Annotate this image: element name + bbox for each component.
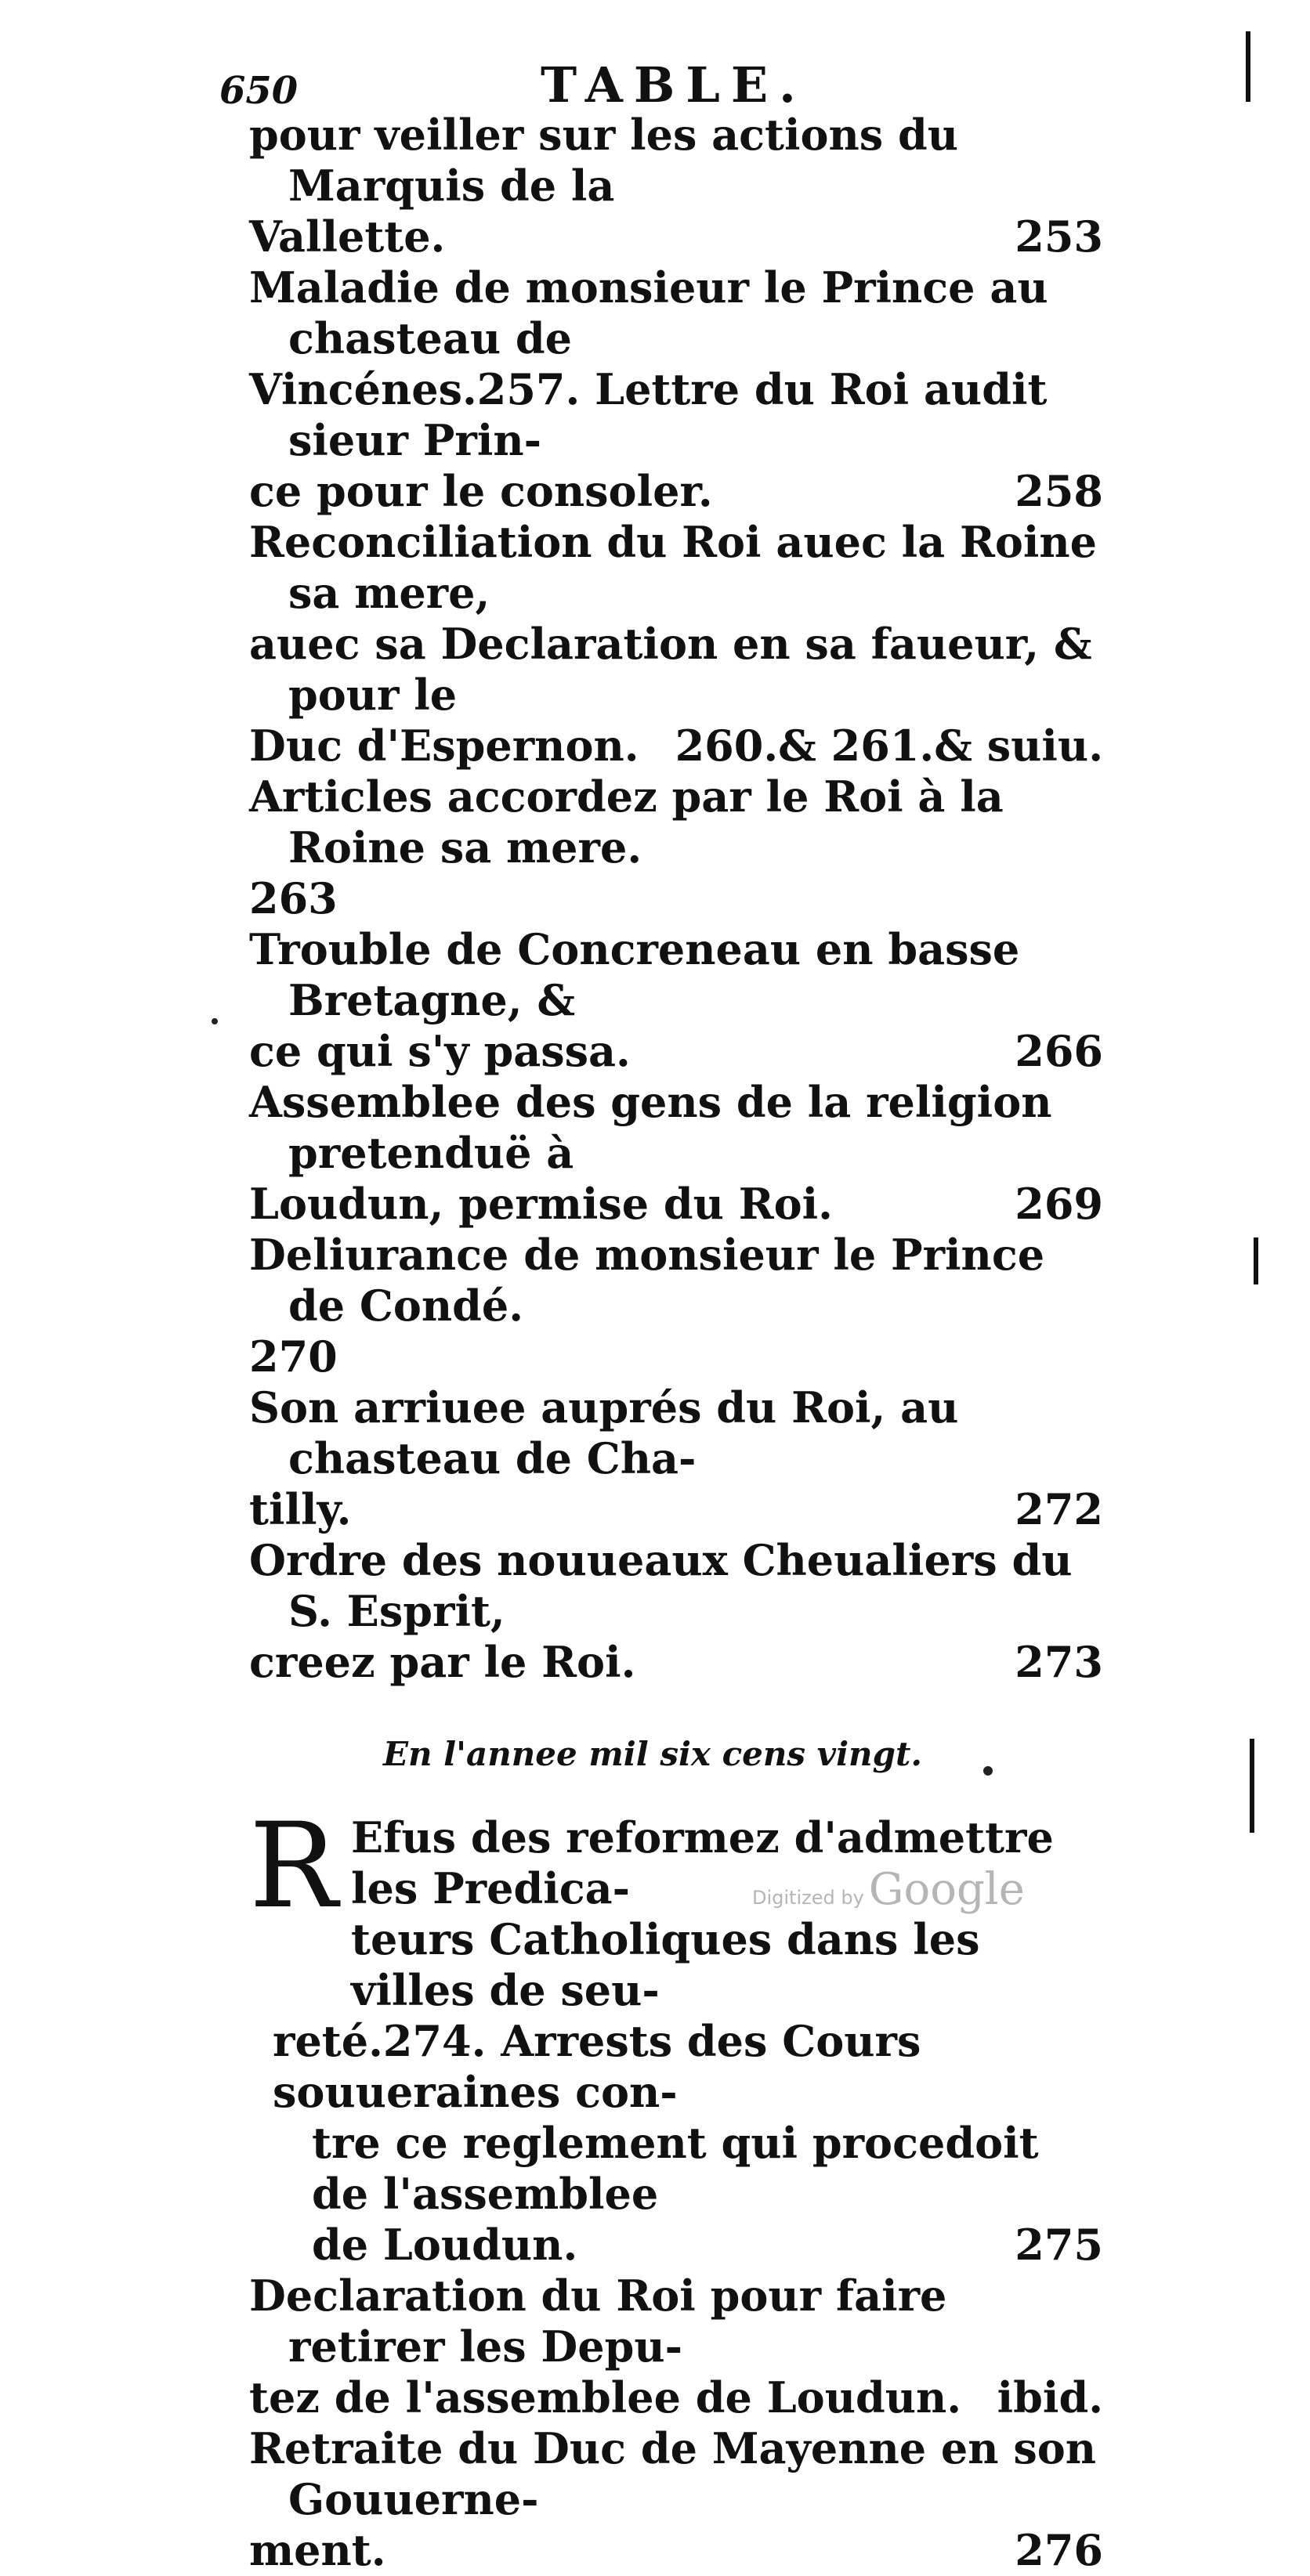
entry-line: pour veiller sur les actions du Marquis de la xyxy=(249,110,958,211)
entry-line: Vincénes.257. Lettre du Roi audit sieur Prin- xyxy=(249,364,1048,465)
entry-line: Assemblee des gens de la religion pretenduë à xyxy=(249,1077,1052,1178)
ink-speck xyxy=(212,1018,218,1024)
page-reference: 272 xyxy=(1015,1484,1103,1534)
entry-text: ment. xyxy=(249,2525,386,2575)
entry-text: creez par le Roi. xyxy=(249,1637,636,1687)
entry-text: 263 xyxy=(249,873,338,923)
page-reference: 258 xyxy=(1015,466,1103,516)
entry-line: Ordre des nouueaux Cheualiers du S. Esprit, xyxy=(249,1535,1073,1636)
entry-last-line xyxy=(249,1331,1103,1382)
index-entry xyxy=(249,771,1103,924)
margin-artifact xyxy=(1254,1237,1258,1284)
entry-line: reté.274. Arrests des Cours souueraines con- xyxy=(273,2016,921,2117)
entry-last-line xyxy=(249,1484,1103,1535)
entry-line: Reconciliation du Roi auec la Roine sa mere, xyxy=(249,517,1097,618)
entry-line: Efus des reformez d'admettre les Predica- xyxy=(351,1812,1054,1913)
section-heading: En l'annee mil six cens vingt. xyxy=(383,1735,922,1773)
index-entry xyxy=(249,924,1103,1077)
page-reference: 275 xyxy=(1015,2220,1103,2270)
page-reference xyxy=(1072,873,1103,924)
page-reference: 276 xyxy=(1015,2525,1103,2575)
entry-text: tilly. xyxy=(249,1484,352,1534)
page-reference: 260.& 261.& suiu. xyxy=(675,721,1103,771)
entry-line: Deliurance de monsieur le Prince de Condé. xyxy=(249,1230,1045,1331)
entry-line: Declaration du Roi pour faire retirer les Depu- xyxy=(249,2271,947,2372)
entry-last-line xyxy=(249,2372,1103,2423)
entry-last-line xyxy=(249,873,1103,924)
index-entry xyxy=(249,1230,1103,1382)
page-reference: 273 xyxy=(1015,1637,1103,1687)
entry-text: Vallette. xyxy=(249,211,446,262)
entry-line: tre ce reglement qui procedoit de l'assemblee xyxy=(312,2118,1039,2219)
entry-last-line xyxy=(249,1179,1103,1230)
entry-text: ce qui s'y passa. xyxy=(249,1026,631,1076)
index-entry xyxy=(249,1535,1103,1688)
entry-last-line xyxy=(249,466,1103,517)
index-entry xyxy=(249,262,1103,517)
entry-last-line xyxy=(249,2220,1103,2271)
index-entry xyxy=(249,2271,1103,2423)
entry-line: Retraite du Duc de Mayenne en son Gouuerne- xyxy=(249,2423,1097,2524)
entry-text: Loudun, permise du Roi. xyxy=(249,1179,833,1229)
entry-text: ce pour le consoler. xyxy=(249,466,713,516)
entry-last-line xyxy=(249,2525,1103,2576)
entry-last-line xyxy=(249,721,1103,771)
google-logo: Google xyxy=(868,1864,1025,1915)
ink-speck xyxy=(983,1766,993,1776)
page-number: 650 xyxy=(219,69,299,113)
index-entry xyxy=(249,1382,1103,1535)
margin-artifact xyxy=(1246,31,1250,102)
entry-text: 270 xyxy=(249,1331,338,1382)
page-reference: 253 xyxy=(1015,211,1103,262)
running-head: TABLE. xyxy=(541,56,807,114)
entry-last-line xyxy=(249,1637,1103,1688)
drop-cap: R xyxy=(249,1798,338,1935)
margin-artifact xyxy=(1250,1739,1254,1833)
entry-text: Duc d'Espernon. xyxy=(249,721,639,771)
entry-text: tez de l'assemblee de Loudun. xyxy=(249,2372,962,2422)
entries-before xyxy=(249,110,1103,1688)
digitized-watermark xyxy=(752,1864,1025,1915)
page-reference xyxy=(1072,1331,1103,1382)
entries-after xyxy=(249,2271,1103,2576)
entry-line: auec sa Declaration en sa faueur, & pour le xyxy=(249,619,1092,720)
entry-last-line xyxy=(249,1026,1103,1077)
entry-line: Maladie de monsieur le Prince au chasteau de xyxy=(249,262,1048,363)
entry-line: Trouble de Concreneau en basse Bretagne, & xyxy=(249,924,1020,1025)
watermark-prefix: Digitized by xyxy=(752,1887,864,1909)
index-entry xyxy=(249,110,1103,262)
index-entries xyxy=(249,110,1103,2576)
page-reference: 269 xyxy=(1015,1179,1103,1229)
entry-text: de Loudun. xyxy=(312,2220,578,2270)
page-reference: ibid. xyxy=(997,2372,1103,2422)
entry-last-line xyxy=(249,211,1103,262)
entry-line: Articles accordez par le Roi à la Roine sa mere. xyxy=(249,771,1004,873)
page-reference: 266 xyxy=(1015,1026,1103,1076)
index-entry xyxy=(249,517,1103,771)
index-entry xyxy=(249,2423,1103,2576)
entry-line: teurs Catholiques dans les villes de seu- xyxy=(351,1914,980,2015)
index-entry xyxy=(249,1077,1103,1230)
entry-line: Son arriuee auprés du Roi, au chasteau de Cha- xyxy=(249,1382,959,1483)
